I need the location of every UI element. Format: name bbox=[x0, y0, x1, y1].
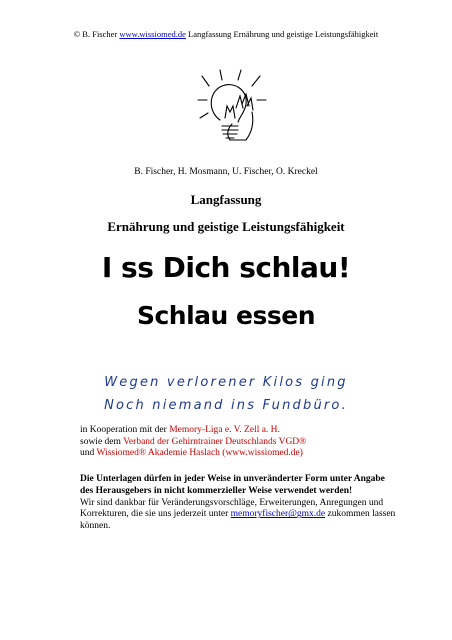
page-header bbox=[0, 29, 452, 39]
org-vgd: Verband der Gehirntrainer Deutschlands VGD® bbox=[123, 436, 307, 447]
cooperation-prefix: in Kooperation mit der bbox=[80, 425, 167, 435]
legal-notice bbox=[80, 474, 396, 533]
headline-secondary: Schlau essen bbox=[136, 301, 316, 330]
cooperation-prefix: sowie dem bbox=[80, 436, 121, 447]
cooperation-line-3 bbox=[80, 448, 410, 460]
cooperation-line-1 bbox=[80, 425, 410, 437]
email-link[interactable]: memoryfischer@gmx.de bbox=[230, 509, 326, 520]
motto-line-1: Wegen verlorener Kilos ging bbox=[104, 375, 348, 390]
cooperation-block bbox=[80, 425, 410, 460]
motto-line-2: Noch niemand ins Fundbüro. bbox=[104, 398, 348, 413]
org-wissiomed: Wissiomed® Akademie Haslach (www.wissiomed.de) bbox=[96, 448, 303, 458]
lightbulb-with-hand-icon bbox=[196, 68, 268, 148]
header-title: Langfassung Ernährung und geistige Leistungsfähigkeit bbox=[188, 29, 379, 39]
cooperation-prefix: und bbox=[80, 448, 95, 458]
header-website-link[interactable]: www.wissiomed.de bbox=[119, 29, 186, 39]
feedback-text: Wir sind dankbar für Veränderungsvorschläge, Erweiterungen, Anregungen und Korrekturen, die sie uns jederzeit unter bbox=[80, 497, 384, 520]
org-memory-liga: Memory-Liga e. V. Zell a. H. bbox=[169, 425, 280, 435]
header-copyright: © B. Fischer bbox=[73, 29, 118, 39]
headline-main: I ss Dich schlau! bbox=[101, 251, 351, 284]
usage-notice: Die Unterlagen dürfen in jeder Weise in unveränderter Form unter Angabe des Herausgebers in nicht kommerzieller Weise verwendet werden! bbox=[80, 474, 385, 496]
feedback-text-end: zukommen lassen können. bbox=[80, 509, 396, 532]
subtitle-longversion: Langfassung bbox=[190, 192, 262, 207]
subtitle-topic: Ernährung und geistige Leistungsfähigkeit bbox=[107, 219, 345, 234]
authors-line: B. Fischer, H. Mosmann, U. Fischer, O. Kreckel bbox=[134, 167, 318, 177]
cooperation-line-2 bbox=[80, 437, 410, 449]
